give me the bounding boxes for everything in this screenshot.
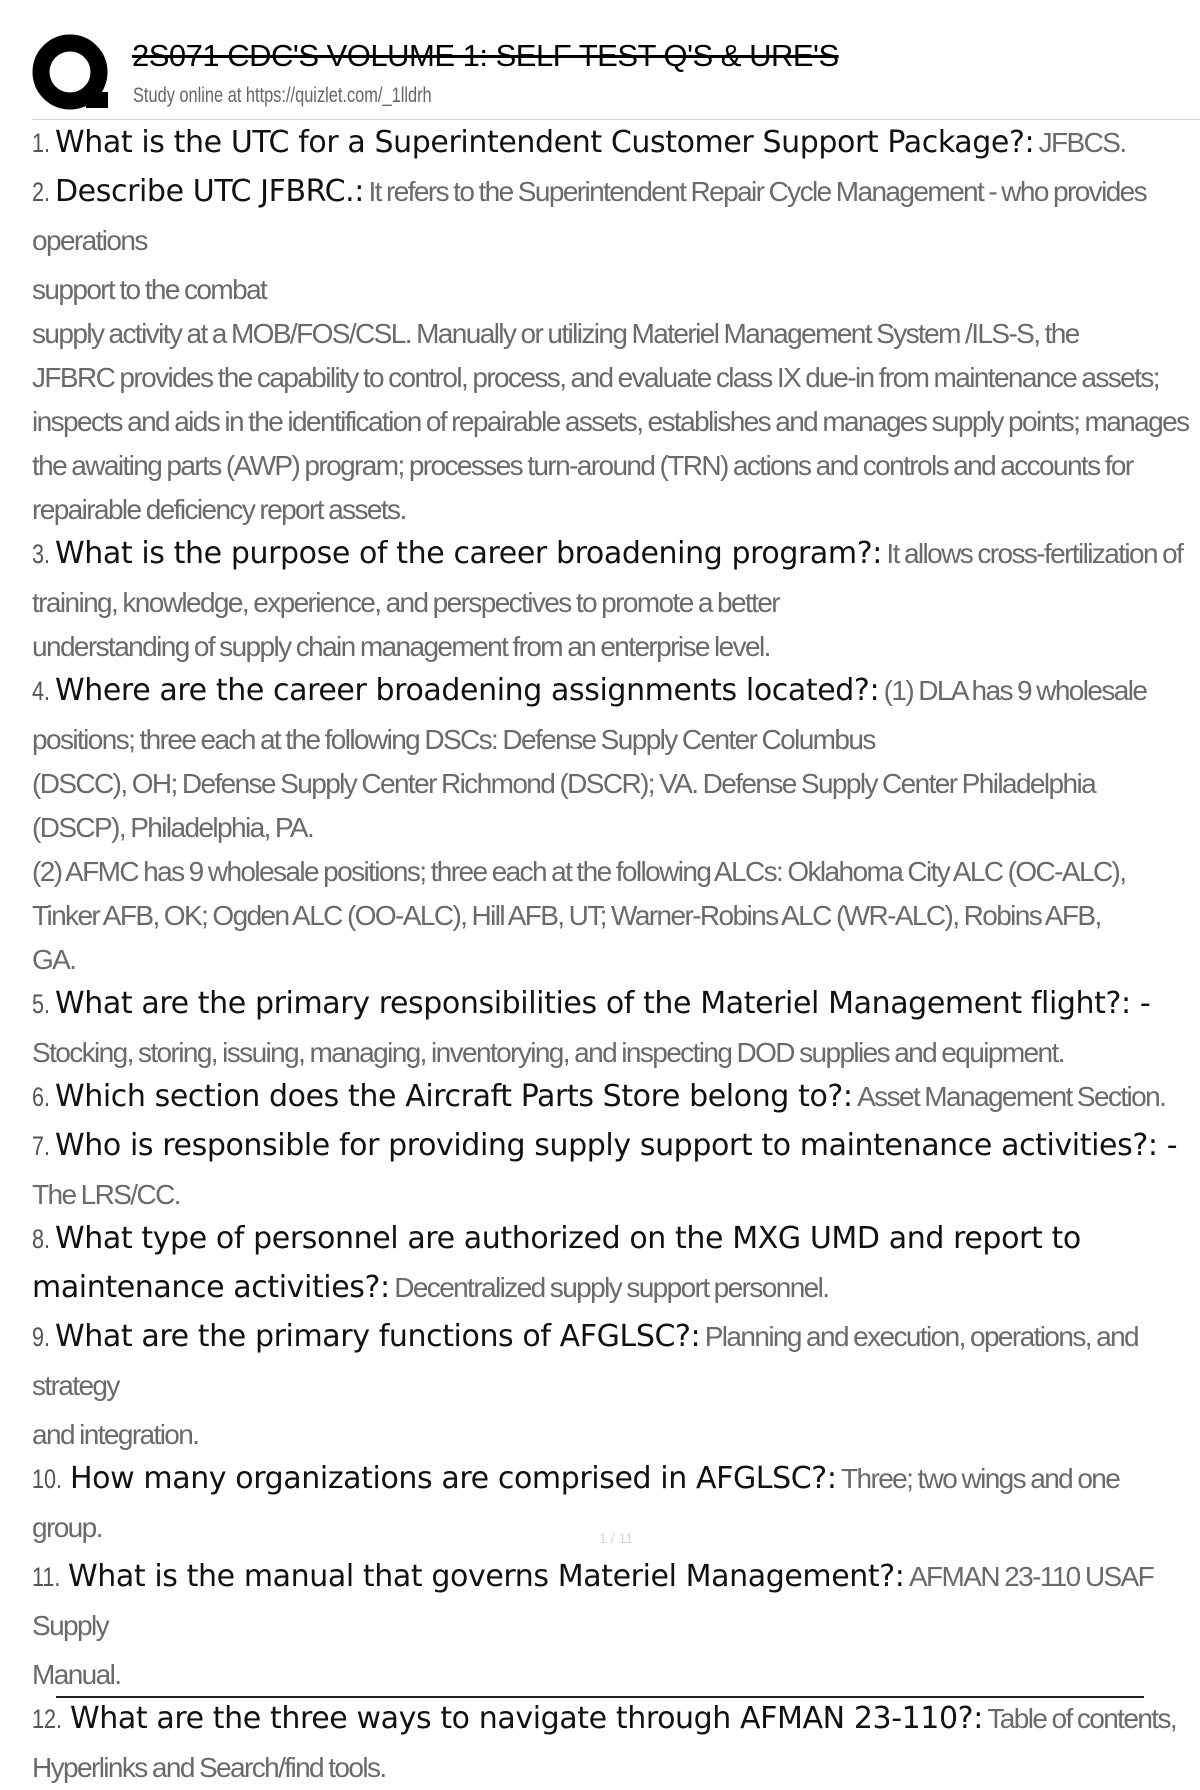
qa-item: [32, 1217, 1194, 1315]
page-number: 1 / 11: [599, 1530, 633, 1546]
question-number: 12.: [32, 1704, 63, 1734]
question-text: What are the three ways to navigate through AFMAN 23-110?:: [70, 1701, 983, 1736]
question-text: What are the primary responsibilities of the Materiel Management flight?: -: [54, 986, 1151, 1021]
qa-item: [32, 1697, 1194, 1790]
answer-continuation-line: (2) AFMC has 9 wholesale positions; three each at the following ALCs: Oklahoma City ALC (OC-ALC),: [32, 856, 1126, 887]
answer-continuation-line: support to the combat: [32, 274, 267, 305]
answer-text: Three; two wings and one group.: [32, 1463, 1120, 1543]
answer-text: It allows cross-fertilization of: [886, 538, 1183, 569]
answer-continuation-line: repairable deficiency report assets.: [32, 494, 406, 525]
question-text: What are the primary functions of AFGLSC?:: [54, 1319, 701, 1354]
answer-continuation-line: Stocking, storing, issuing, managing, inventorying, and inspecting DOD supplies and equipment.: [32, 1037, 1064, 1068]
answer-continuation-line: GA.: [32, 944, 76, 975]
question-text: Describe UTC JFBRC.:: [54, 174, 365, 209]
answer-continuation-line: inspects and aids in the identification of repairable assets, establishes and manages supply points; manages: [32, 406, 1189, 437]
question-number: 4.: [32, 676, 51, 706]
question-number: 2.: [32, 177, 51, 207]
header-divider: [32, 119, 1200, 120]
answer-text: (1) DLA has 9 wholesale: [883, 675, 1147, 706]
answer-text: JFBCS.: [1038, 127, 1126, 158]
answer-text: Asset Management Section.: [857, 1081, 1166, 1112]
study-online-link[interactable]: Study online at https://quizlet.com/_1lldrh: [133, 84, 432, 107]
answer-text: Planning and execution, operations, and strategy: [32, 1321, 1139, 1401]
qa-item: [32, 1555, 1194, 1697]
answer-continuation-line: Manual.: [32, 1659, 121, 1690]
answer-continuation-line: Hyperlinks and Search/find tools.: [32, 1752, 386, 1783]
answer-continuation-line: understanding of supply chain management from an enterprise level.: [32, 631, 770, 662]
question-number: 9.: [32, 1322, 51, 1352]
quizlet-logo-icon: [32, 34, 112, 114]
qa-item: [32, 669, 1194, 982]
qa-item: [32, 170, 1194, 532]
answer-continuation-line: training, knowledge, experience, and perspectives to promote a better: [32, 587, 780, 618]
question-number: 1.: [32, 128, 51, 158]
question-text: How many organizations are comprised in AFGLSC?:: [70, 1461, 837, 1496]
question-text: What is the manual that governs Materiel Management?:: [67, 1559, 905, 1594]
question-number: 6.: [32, 1082, 51, 1112]
question-number: 3.: [32, 539, 51, 569]
answer-continuation-line: (DSCP), Philadelphia, PA.: [32, 812, 314, 843]
question-number: 7.: [32, 1131, 51, 1161]
footer-divider: [56, 1696, 1144, 1698]
answer-text: It refers to the Superintendent Repair Cycle Management - who provides operations: [32, 176, 1147, 256]
answer-text: Decentralized supply support personnel.: [394, 1272, 829, 1303]
qa-item: [32, 532, 1194, 669]
qa-item: [32, 121, 1194, 170]
question-number: 10.: [32, 1464, 63, 1494]
question-number: 5.: [32, 989, 51, 1019]
document-title: 2S071 CDC'S VOLUME 1: SELF TEST Q'S & URE'S: [132, 38, 839, 73]
question-number: 11.: [32, 1562, 61, 1592]
question-text: What is the purpose of the career broadening program?:: [54, 536, 882, 571]
answer-text: Table of contents,: [987, 1703, 1177, 1734]
question-text: Which section does the Aircraft Parts Store belong to?:: [54, 1079, 853, 1114]
question-text: What type of personnel are authorized on the MXG UMD and report to maintenance activities?:: [32, 1221, 1081, 1305]
answer-continuation-line: supply activity at a MOB/FOS/CSL. Manually or utilizing Materiel Management System /ILS-S, the: [32, 318, 1079, 349]
answer-continuation-line: JFBRC provides the capability to control, process, and evaluate class IX due-in from maintenance assets;: [32, 362, 1159, 393]
question-text: What is the UTC for a Superintendent Customer Support Package?:: [54, 125, 1035, 160]
page-header: [32, 34, 1142, 118]
qa-item: [32, 1124, 1194, 1217]
answer-continuation-line: positions; three each at the following DSCs: Defense Supply Center Columbus: [32, 724, 875, 755]
answer-continuation-line: the awaiting parts (AWP) program; processes turn-around (TRN) actions and controls and accounts for: [32, 450, 1133, 481]
answer-continuation-line: Tinker AFB, OK; Ogden ALC (OO-ALC), Hill AFB, UT; Warner-Robins ALC (WR-ALC), Robins AFB,: [32, 900, 1101, 931]
question-number: 8.: [32, 1224, 51, 1254]
answer-continuation-line: (DSCC), OH; Defense Supply Center Richmond (DSCR); VA. Defense Supply Center Philadelphia: [32, 768, 1096, 799]
qa-item: [32, 1315, 1194, 1457]
answer-continuation-line: and integration.: [32, 1419, 199, 1450]
question-text: Where are the career broadening assignments located?:: [54, 673, 880, 708]
answer-text: AFMAN 23-110 USAF Supply: [32, 1561, 1154, 1641]
qa-item: [32, 1075, 1194, 1124]
answer-continuation-line: The LRS/CC.: [32, 1179, 180, 1210]
qa-item: [32, 982, 1194, 1075]
question-text: Who is responsible for providing supply support to maintenance activities?: -: [54, 1128, 1178, 1163]
